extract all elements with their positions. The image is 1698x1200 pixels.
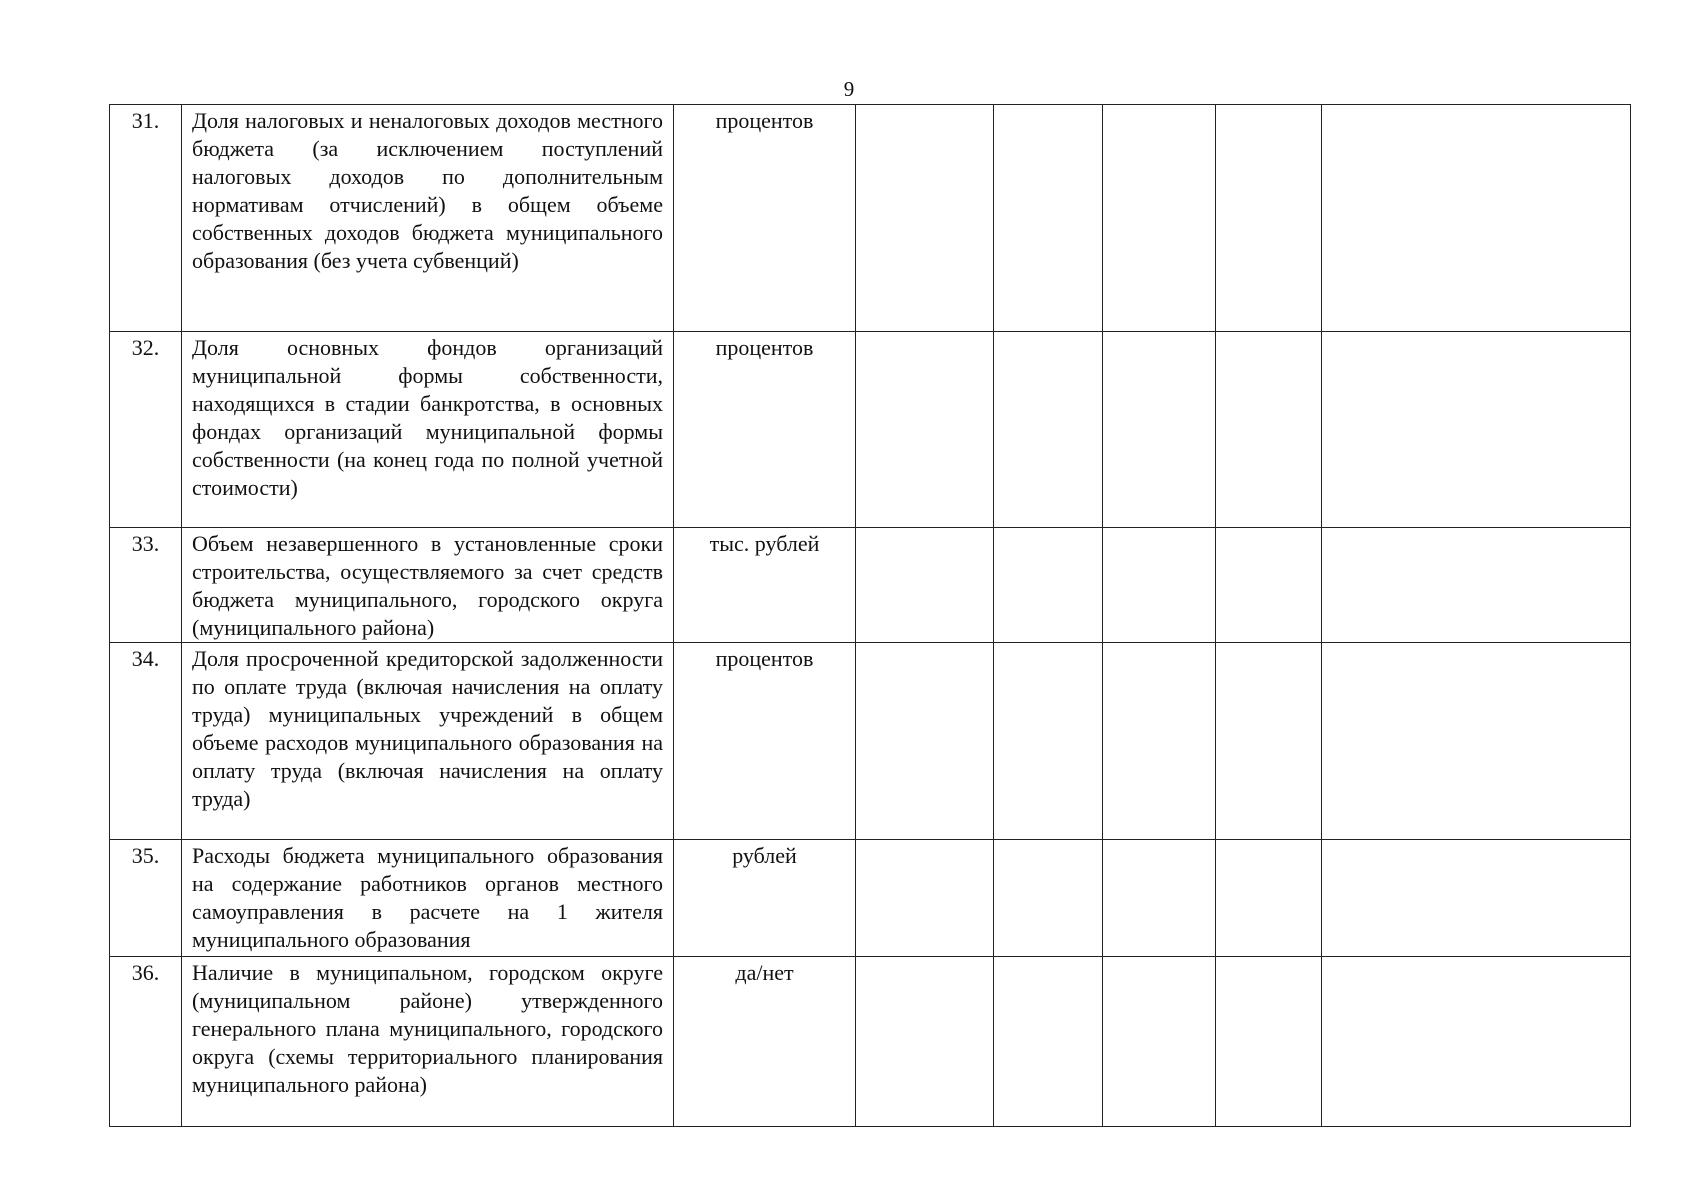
unit-of-measure: тыс. рублей bbox=[674, 528, 856, 643]
notes-cell bbox=[1322, 840, 1631, 957]
value-cell bbox=[856, 957, 994, 1127]
page-number: 9 bbox=[843, 77, 855, 101]
table-row bbox=[110, 105, 1631, 332]
value-cell bbox=[994, 528, 1103, 643]
value-cell bbox=[994, 840, 1103, 957]
indicator-description: Наличие в муниципальном, городском округе (муниципальном районе) утвержденного генерального плана муниципального, городского округа (схемы территориального планирования муниципального района) bbox=[182, 957, 674, 1127]
value-cell bbox=[1103, 105, 1216, 332]
value-cell bbox=[994, 643, 1103, 840]
table-row bbox=[110, 528, 1631, 643]
indicator-description: Доля просроченной кредиторской задолженности по оплате труда (включая начисления на оплату труда) муниципальных учреждений в общем объеме расходов муниципального образования на оплату труда (включая начисления на оплату труда) bbox=[182, 643, 674, 840]
value-cell bbox=[856, 105, 994, 332]
unit-of-measure: рублей bbox=[674, 840, 856, 957]
value-cell bbox=[1216, 105, 1322, 332]
unit-of-measure: процентов bbox=[674, 105, 856, 332]
table-row bbox=[110, 643, 1631, 840]
indicator-description: Объем незавершенного в установленные сроки строительства, осуществляемого за счет средств бюджета муниципального, городского округа (муниципального района) bbox=[182, 528, 674, 643]
value-cell bbox=[1103, 840, 1216, 957]
row-number: 32. bbox=[110, 332, 182, 528]
value-cell bbox=[994, 957, 1103, 1127]
unit-of-measure: процентов bbox=[674, 643, 856, 840]
row-number: 34. bbox=[110, 643, 182, 840]
value-cell bbox=[1103, 957, 1216, 1127]
notes-cell bbox=[1322, 332, 1631, 528]
unit-of-measure: процентов bbox=[674, 332, 856, 528]
table-row bbox=[110, 957, 1631, 1127]
value-cell bbox=[1103, 643, 1216, 840]
value-cell bbox=[1216, 332, 1322, 528]
row-number: 31. bbox=[110, 105, 182, 332]
indicator-description: Доля налоговых и неналоговых доходов местного бюджета (за исключением поступлений налоговых доходов по дополнительным нормативам отчислений) в общем объеме собственных доходов бюджета муниципального образования (без учета субвенций) bbox=[182, 105, 674, 332]
value-cell bbox=[856, 643, 994, 840]
notes-cell bbox=[1322, 643, 1631, 840]
value-cell bbox=[856, 332, 994, 528]
notes-cell bbox=[1322, 957, 1631, 1127]
value-cell bbox=[1216, 840, 1322, 957]
indicator-description: Расходы бюджета муниципального образования на содержание работников органов местного самоуправления в расчете на 1 жителя муниципального образования bbox=[182, 840, 674, 957]
value-cell bbox=[994, 105, 1103, 332]
value-cell bbox=[856, 840, 994, 957]
value-cell bbox=[1103, 332, 1216, 528]
row-number: 36. bbox=[110, 957, 182, 1127]
notes-cell bbox=[1322, 105, 1631, 332]
value-cell bbox=[1216, 957, 1322, 1127]
value-cell bbox=[1216, 528, 1322, 643]
row-number: 35. bbox=[110, 840, 182, 957]
value-cell bbox=[856, 528, 994, 643]
indicator-description: Доля основных фондов организаций муниципальной формы собственности, находящихся в стадии банкротства, в основных фондах организаций муниципальной формы собственности (на конец года по полной учетной стоимости) bbox=[182, 332, 674, 528]
value-cell bbox=[1103, 528, 1216, 643]
table-row bbox=[110, 332, 1631, 528]
value-cell bbox=[1216, 643, 1322, 840]
value-cell bbox=[994, 332, 1103, 528]
indicators-table bbox=[109, 104, 1631, 1127]
unit-of-measure: да/нет bbox=[674, 957, 856, 1127]
row-number: 33. bbox=[110, 528, 182, 643]
table-row bbox=[110, 840, 1631, 957]
notes-cell bbox=[1322, 528, 1631, 643]
